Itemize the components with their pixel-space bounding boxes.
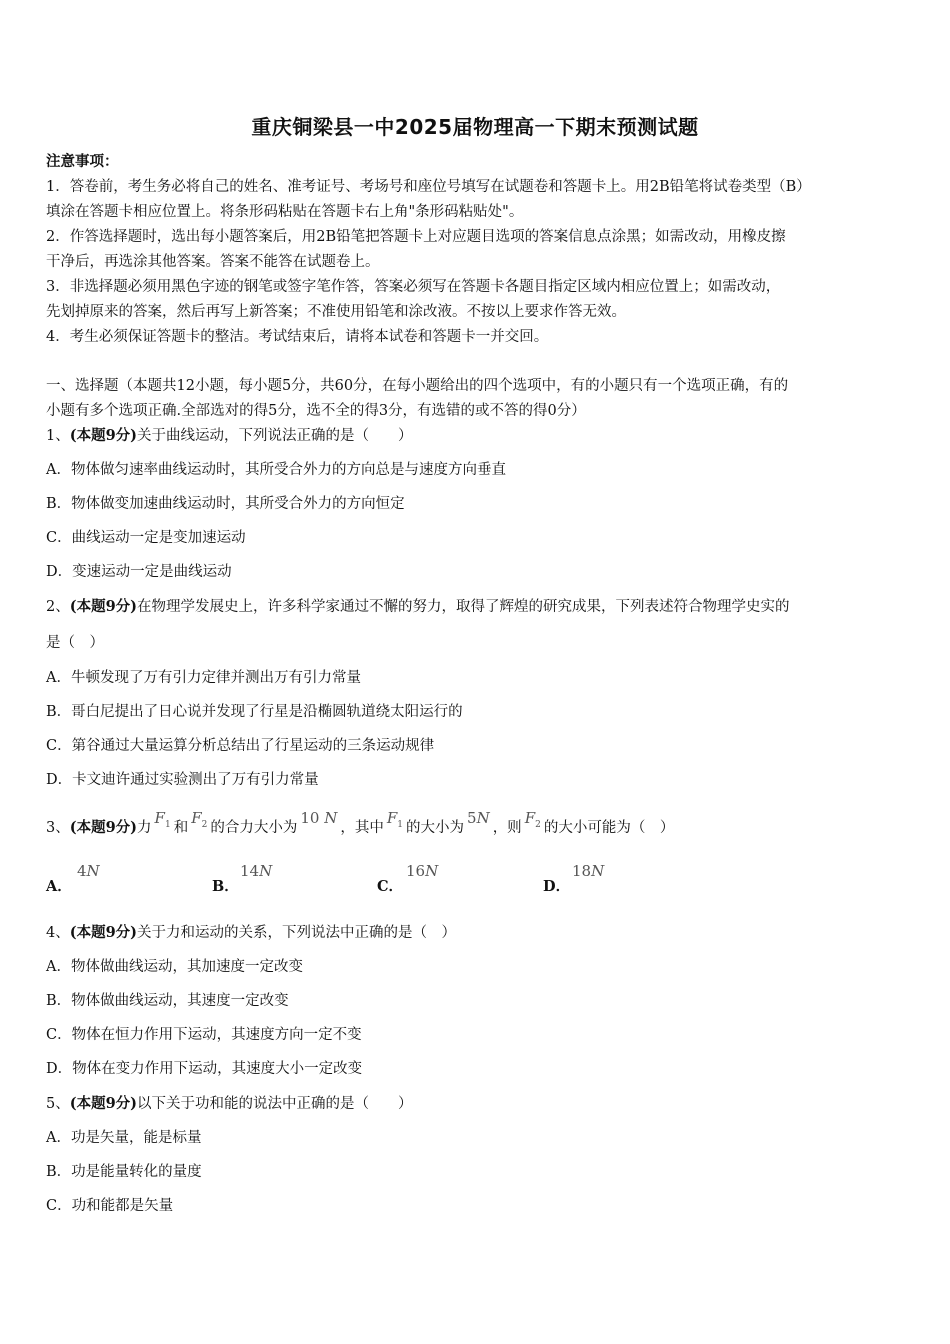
question-3-option-a[interactable]: A． bbox=[46, 878, 72, 895]
question-2-option-d[interactable]: D．卡文迪许通过实验测出了万有引力常量 bbox=[46, 772, 319, 788]
notice-line: 2．作答选择题时，选出每小题答案后，用2B铅笔把答题卡上对应题目选项的答案信息点涂黑；如需改动，用橡皮擦 bbox=[46, 229, 786, 245]
question-2-stem-cont: 是（ ） bbox=[46, 635, 104, 651]
question-3-option-c-value: 16N bbox=[406, 862, 439, 880]
question-3-option-b-value: 14N bbox=[240, 862, 273, 880]
question-2-option-a[interactable]: A．牛顿发现了万有引力定律并测出万有引力常量 bbox=[46, 670, 361, 686]
math-f2: $F_2$ bbox=[524, 809, 541, 830]
math-f2: $F_2$ bbox=[191, 809, 208, 830]
question-5-stem bbox=[46, 1094, 413, 1114]
notice-line: 4．考生必须保证答题卡的整洁。考试结束后，请将本试卷和答题卡一并交回。 bbox=[46, 329, 549, 345]
page-title: 重庆铜梁县一中2025届物理高一下期末预测试题 bbox=[251, 115, 699, 139]
math-total-force: 10 N bbox=[300, 809, 338, 827]
question-score: (本题9分) bbox=[69, 1095, 138, 1112]
question-score: (本题9分) bbox=[69, 427, 138, 444]
question-text: ，其中 bbox=[340, 820, 384, 836]
question-1-option-c[interactable]: C．曲线运动一定是变加速运动 bbox=[46, 530, 246, 546]
math-f1: $F_1$ bbox=[154, 809, 171, 830]
notice-line: 1．答卷前，考生务必将自己的姓名、准考证号、考场号和座位号填写在试题卷和答题卡上。用2B铅笔将试卷类型（B） bbox=[46, 179, 811, 195]
question-text: 关于曲线运动，下列说法正确的是（ ） bbox=[137, 428, 413, 444]
question-4-stem bbox=[46, 923, 456, 943]
notice-line: 填涂在答题卡相应位置上。将条形码粘贴在答题卡右上角"条形码粘贴处"。 bbox=[46, 204, 524, 220]
section-heading-cont: 小题有多个选项正确.全部选对的得5分，选不全的得3分，有选错的或不答的得0分） bbox=[46, 403, 586, 419]
question-score: (本题9分) bbox=[69, 924, 138, 941]
question-text: 力 bbox=[137, 820, 152, 836]
question-3-option-d[interactable]: D． bbox=[543, 878, 571, 895]
notice-line: 干净后，再选涂其他答案。答案不能答在试题卷上。 bbox=[46, 254, 380, 270]
question-4-option-d[interactable]: D．物体在变力作用下运动，其速度大小一定改变 bbox=[46, 1061, 363, 1077]
question-score: (本题9分) bbox=[69, 598, 138, 615]
question-text: 在物理学发展史上，许多科学家通过不懈的努力，取得了辉煌的研究成果，下列表述符合物理学史实的 bbox=[137, 599, 790, 615]
notice-line: 3．非选择题必须用黑色字迹的钢笔或签字笔作答，答案必须写在答题卡各题目指定区域内相应位置上；如需改动， bbox=[46, 279, 781, 295]
question-text: ，则 bbox=[492, 820, 522, 836]
question-1-option-d[interactable]: D．变速运动一定是曲线运动 bbox=[46, 564, 232, 580]
section-heading: 一、选择题（本题共12小题，每小题5分，共60分，在每小题给出的四个选项中，有的小题只有一个选项正确，有的 bbox=[46, 378, 789, 394]
question-number: 5、 bbox=[46, 1096, 70, 1112]
notice-heading: 注意事项： bbox=[46, 153, 119, 170]
notice-line: 先划掉原来的答案，然后再写上新答案；不准使用铅笔和涂改液。不按以上要求作答无效。 bbox=[46, 304, 626, 320]
question-number: 3、 bbox=[46, 820, 70, 836]
question-3-option-b[interactable]: B． bbox=[212, 878, 239, 895]
question-number: 2、 bbox=[46, 599, 70, 615]
question-4-option-c[interactable]: C．物体在恒力作用下运动，其速度方向一定不变 bbox=[46, 1027, 362, 1043]
question-text: 和 bbox=[173, 820, 189, 836]
question-2-option-c[interactable]: C．第谷通过大量运算分析总结出了行星运动的三条运动规律 bbox=[46, 738, 435, 754]
question-1-stem bbox=[46, 426, 413, 446]
question-2-option-b[interactable]: B．哥白尼提出了日心说并发现了行星是沿椭圆轨道绕太阳运行的 bbox=[46, 704, 463, 720]
question-3-option-c[interactable]: C． bbox=[377, 878, 404, 895]
question-1-option-b[interactable]: B．物体做变加速曲线运动时，其所受合外力的方向恒定 bbox=[46, 496, 405, 512]
question-3-option-a-value: 4N bbox=[77, 862, 100, 880]
question-5-option-b[interactable]: B．功是能量转化的量度 bbox=[46, 1164, 202, 1180]
question-2-stem bbox=[46, 597, 790, 617]
question-number: 1、 bbox=[46, 428, 70, 444]
question-1-option-a[interactable]: A．物体做匀速率曲线运动时，其所受合外力的方向总是与速度方向垂直 bbox=[46, 462, 506, 478]
question-text: 关于力和运动的关系，下列说法中正确的是（ ） bbox=[137, 925, 457, 941]
question-5-option-a[interactable]: A．功是矢量，能是标量 bbox=[46, 1130, 202, 1146]
question-text: 的大小为 bbox=[406, 820, 465, 836]
question-3-option-d-value: 18N bbox=[572, 862, 605, 880]
math-f1: $F_1$ bbox=[386, 809, 404, 830]
math-f1-value: 5N bbox=[467, 809, 490, 827]
question-text: 的合力大小为 bbox=[210, 820, 298, 836]
question-4-option-a[interactable]: A．物体做曲线运动，其加速度一定改变 bbox=[46, 959, 303, 975]
question-4-option-b[interactable]: B．物体做曲线运动，其速度一定改变 bbox=[46, 993, 289, 1009]
question-score: (本题9分) bbox=[69, 819, 138, 836]
question-text: 的大小可能为（ ） bbox=[543, 820, 675, 836]
question-number: 4、 bbox=[46, 925, 70, 941]
question-text: 以下关于功和能的说法中正确的是（ ） bbox=[137, 1096, 413, 1112]
question-3-stem bbox=[46, 809, 675, 844]
question-5-option-c[interactable]: C．功和能都是矢量 bbox=[46, 1198, 174, 1214]
